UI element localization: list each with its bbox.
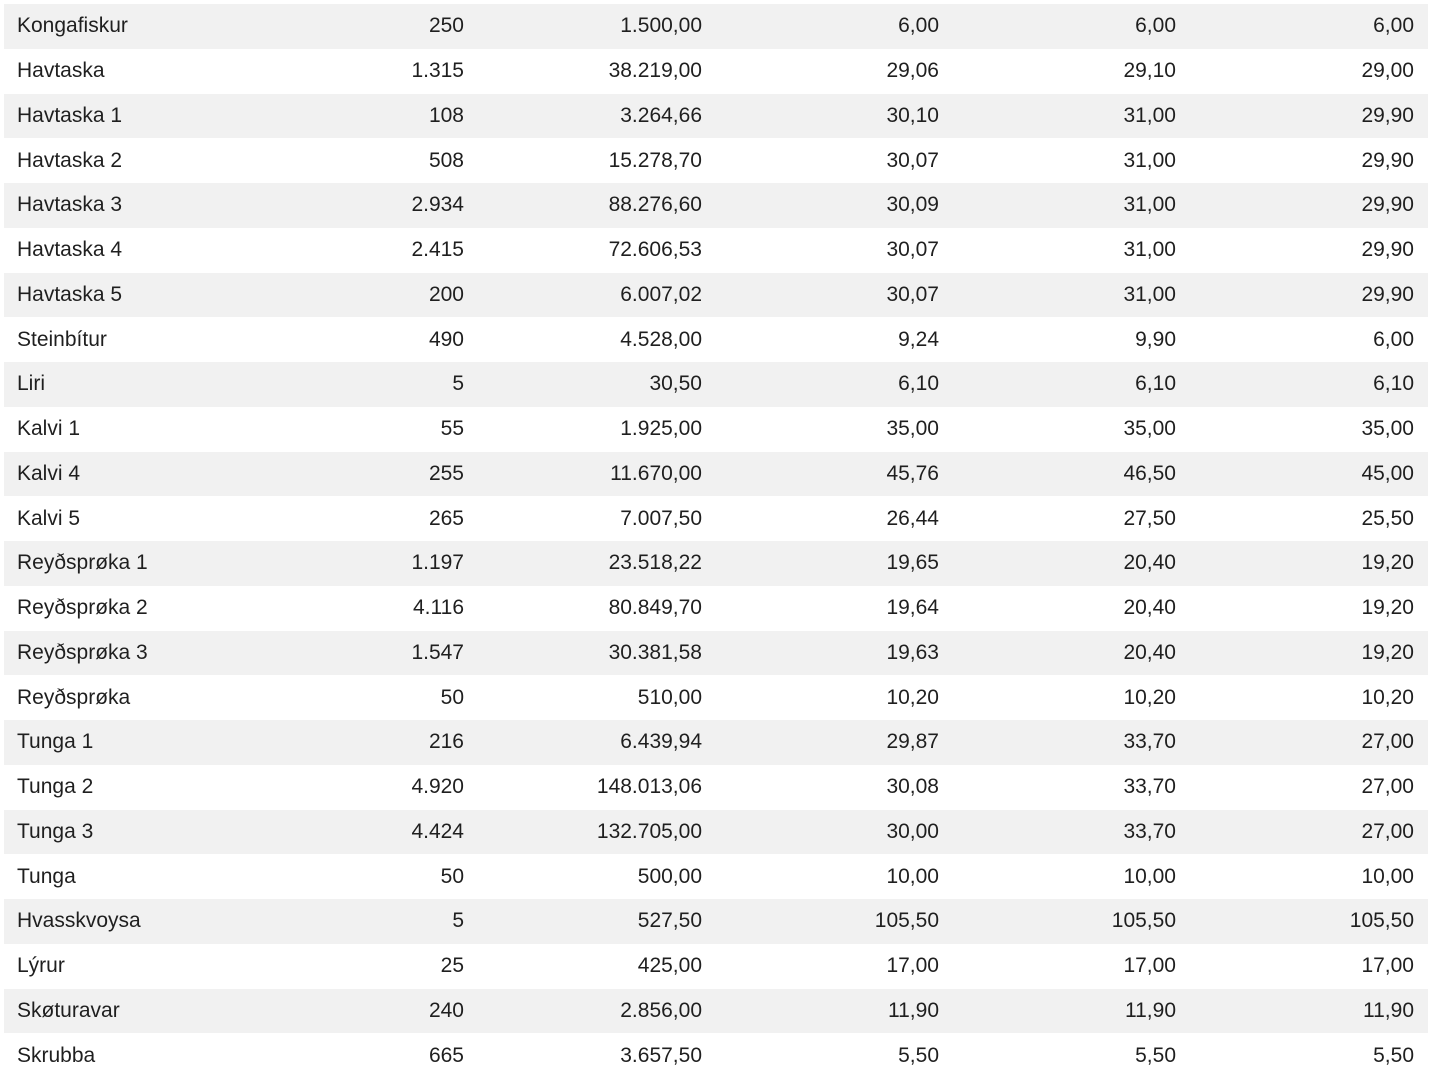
quantity-cell: 5 [452,372,464,396]
min-price-cell: 105,50 [1349,909,1414,933]
average-price-cell: 10,00 [886,864,939,888]
average-price-cell: 30,07 [886,148,939,172]
table-row [4,452,1428,497]
species-name-cell: Reyðsprøka 2 [17,596,148,620]
table-row [4,49,1428,94]
max-price-cell: 105,50 [1111,909,1176,933]
value-cell: 7.007,50 [620,506,702,530]
max-price-cell: 10,20 [1123,685,1176,709]
average-price-cell: 30,09 [886,193,939,217]
average-price-cell: 30,00 [886,819,939,843]
value-cell: 1.500,00 [620,14,702,38]
quantity-cell: 2.415 [411,238,464,262]
max-price-cell: 17,00 [1123,954,1176,978]
min-price-cell: 29,90 [1361,103,1414,127]
species-name-cell: Kalvi 5 [17,506,81,530]
min-price-cell: 27,00 [1361,775,1414,799]
table-row [4,989,1428,1034]
quantity-cell: 490 [428,327,464,351]
quantity-cell: 1.547 [411,640,464,664]
average-price-cell: 30,10 [886,103,939,127]
average-price-cell: 11,90 [888,998,939,1022]
table-row [4,899,1428,944]
table-row [4,317,1428,362]
table-row [4,94,1428,139]
quantity-cell: 265 [428,506,464,530]
max-price-cell: 33,70 [1123,819,1176,843]
table-row [4,4,1428,49]
max-price-cell: 11,90 [1125,998,1176,1022]
min-price-cell: 19,20 [1361,596,1414,620]
min-price-cell: 35,00 [1361,417,1414,441]
average-price-cell: 30,07 [886,282,939,306]
min-price-cell: 25,50 [1361,506,1414,530]
min-price-cell: 27,00 [1361,819,1414,843]
max-price-cell: 35,00 [1123,417,1176,441]
max-price-cell: 9,90 [1135,327,1176,351]
average-price-cell: 26,44 [886,506,939,530]
species-name-cell: Reyðsprøka 1 [17,551,148,575]
quantity-cell: 1.197 [411,551,464,575]
min-price-cell: 10,00 [1361,864,1414,888]
max-price-cell: 6,00 [1135,14,1176,38]
min-price-cell: 29,90 [1361,148,1414,172]
value-cell: 3.657,50 [620,1043,702,1067]
quantity-cell: 255 [428,461,464,485]
value-cell: 1.925,00 [620,417,702,441]
max-price-cell: 31,00 [1123,282,1176,306]
min-price-cell: 29,90 [1361,282,1414,306]
species-name-cell: Havtaska 3 [17,193,123,217]
average-price-cell: 19,65 [886,551,939,575]
min-price-cell: 19,20 [1361,640,1414,664]
value-cell: 2.856,00 [620,998,702,1022]
fish-price-table [4,4,1428,1078]
max-price-cell: 31,00 [1123,193,1176,217]
value-cell: 510,00 [637,685,702,709]
average-price-cell: 35,00 [886,417,939,441]
max-price-cell: 31,00 [1123,103,1176,127]
table-row [4,1033,1428,1078]
min-price-cell: 10,20 [1361,685,1414,709]
max-price-cell: 20,40 [1123,596,1176,620]
average-price-cell: 45,76 [886,461,939,485]
table-row [4,541,1428,586]
quantity-cell: 4.920 [411,775,464,799]
max-price-cell: 20,40 [1123,640,1176,664]
species-name-cell: Havtaska 4 [17,238,123,262]
quantity-cell: 240 [428,998,464,1022]
average-price-cell: 29,06 [886,59,939,83]
average-price-cell: 30,07 [886,238,939,262]
species-name-cell: Lýrur [17,954,65,978]
min-price-cell: 19,20 [1361,551,1414,575]
quantity-cell: 55 [440,417,464,441]
value-cell: 88.276,60 [608,193,702,217]
value-cell: 6.007,02 [620,282,702,306]
table-row [4,183,1428,228]
max-price-cell: 33,70 [1123,775,1176,799]
value-cell: 3.264,66 [620,103,702,127]
average-price-cell: 19,64 [886,596,939,620]
average-price-cell: 9,24 [898,327,939,351]
species-name-cell: Skrubba [17,1043,96,1067]
value-cell: 6.439,94 [620,730,702,754]
average-price-cell: 29,87 [886,730,939,754]
species-name-cell: Havtaska 2 [17,148,123,172]
quantity-cell: 2.934 [411,193,464,217]
species-name-cell: Tunga [17,864,76,888]
min-price-cell: 29,90 [1361,193,1414,217]
table-body [4,4,1428,1078]
quantity-cell: 665 [428,1043,464,1067]
species-name-cell: Kalvi 1 [17,417,81,441]
min-price-cell: 11,90 [1363,998,1414,1022]
average-price-cell: 10,20 [886,685,939,709]
value-cell: 30.381,58 [608,640,702,664]
table-row [4,675,1428,720]
table-row [4,810,1428,855]
max-price-cell: 20,40 [1123,551,1176,575]
species-name-cell: Skøturavar [17,998,120,1022]
species-name-cell: Liri [17,372,46,396]
min-price-cell: 29,90 [1361,238,1414,262]
min-price-cell: 6,00 [1373,14,1414,38]
max-price-cell: 31,00 [1123,148,1176,172]
species-name-cell: Tunga 2 [17,775,94,799]
min-price-cell: 6,00 [1373,327,1414,351]
quantity-cell: 1.315 [411,59,464,83]
min-price-cell: 5,50 [1373,1043,1414,1067]
value-cell: 132.705,00 [596,819,702,843]
quantity-cell: 25 [440,954,464,978]
max-price-cell: 6,10 [1135,372,1176,396]
quantity-cell: 5 [452,909,464,933]
value-cell: 72.606,53 [608,238,702,262]
average-price-cell: 105,50 [874,909,939,933]
min-price-cell: 17,00 [1361,954,1414,978]
average-price-cell: 6,00 [898,14,939,38]
species-name-cell: Havtaska 1 [17,103,123,127]
species-name-cell: Steinbítur [17,327,107,351]
max-price-cell: 29,10 [1123,59,1176,83]
species-name-cell: Reyðsprøka 3 [17,640,148,664]
max-price-cell: 27,50 [1123,506,1176,530]
table-row [4,362,1428,407]
species-name-cell: Hvasskvoysa [17,909,141,933]
species-name-cell: Tunga 3 [17,819,94,843]
table-row [4,765,1428,810]
species-name-cell: Havtaska 5 [17,282,123,306]
table-row [4,854,1428,899]
average-price-cell: 6,10 [898,372,939,396]
average-price-cell: 5,50 [898,1043,939,1067]
table-row [4,138,1428,183]
quantity-cell: 50 [440,864,464,888]
value-cell: 38.219,00 [608,59,702,83]
quantity-cell: 250 [428,14,464,38]
quantity-cell: 4.424 [411,819,464,843]
max-price-cell: 10,00 [1123,864,1176,888]
average-price-cell: 17,00 [886,954,939,978]
species-name-cell: Tunga 1 [17,730,94,754]
quantity-cell: 508 [428,148,464,172]
average-price-cell: 30,08 [886,775,939,799]
table-row [4,228,1428,273]
max-price-cell: 31,00 [1123,238,1176,262]
species-name-cell: Kalvi 4 [17,461,81,485]
value-cell: 500,00 [637,864,702,888]
value-cell: 80.849,70 [608,596,702,620]
value-cell: 527,50 [637,909,702,933]
table-row [4,631,1428,676]
quantity-cell: 108 [428,103,464,127]
table-row [4,496,1428,541]
max-price-cell: 46,50 [1123,461,1176,485]
quantity-cell: 50 [440,685,464,709]
value-cell: 30,50 [649,372,702,396]
value-cell: 15.278,70 [608,148,702,172]
species-name-cell: Reyðsprøka [17,685,131,709]
quantity-cell: 216 [428,730,464,754]
value-cell: 11.670,00 [610,461,702,485]
table-row [4,586,1428,631]
table-row [4,407,1428,452]
min-price-cell: 27,00 [1361,730,1414,754]
species-name-cell: Kongafiskur [17,14,128,38]
table-row [4,944,1428,989]
average-price-cell: 19,63 [886,640,939,664]
value-cell: 425,00 [637,954,702,978]
fish-price-table-container [4,4,1428,1078]
value-cell: 148.013,06 [596,775,702,799]
min-price-cell: 45,00 [1361,461,1414,485]
table-row [4,273,1428,318]
quantity-cell: 4.116 [413,596,464,620]
max-price-cell: 5,50 [1135,1043,1176,1067]
species-name-cell: Havtaska [17,59,105,83]
quantity-cell: 200 [428,282,464,306]
min-price-cell: 29,00 [1361,59,1414,83]
value-cell: 4.528,00 [620,327,702,351]
min-price-cell: 6,10 [1373,372,1414,396]
max-price-cell: 33,70 [1123,730,1176,754]
table-row [4,720,1428,765]
value-cell: 23.518,22 [608,551,702,575]
